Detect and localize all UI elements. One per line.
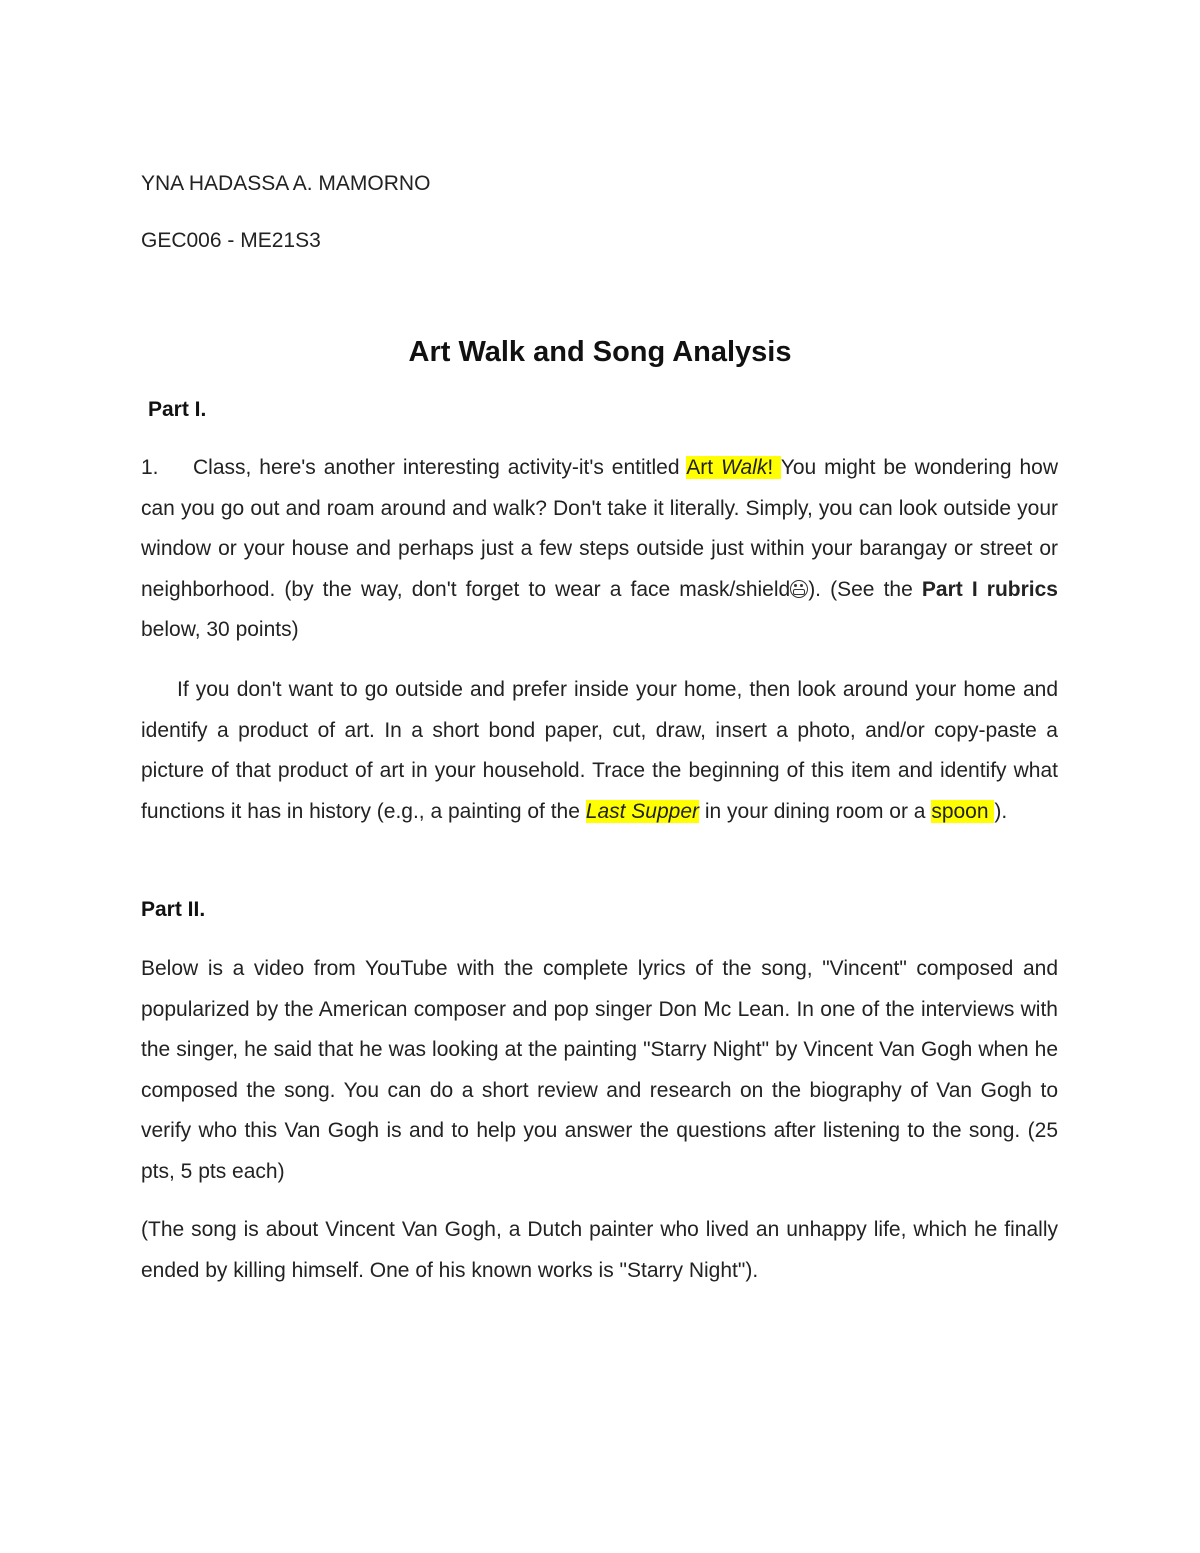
part-1-p2-text-c: ). — [994, 799, 1008, 823]
grimacing-face-icon — [790, 580, 808, 598]
student-name: YNA HADASSA A. MAMORNO — [141, 172, 431, 195]
highlight-exclamation: ! — [767, 456, 781, 479]
part-1-text-c: ). (See the — [808, 577, 922, 601]
highlight-last-supper: Last Supper — [585, 799, 700, 823]
highlight-spoon: spoon — [931, 799, 995, 823]
part-1-heading: Part I. — [148, 398, 207, 421]
part-2-heading: Part II. — [141, 898, 206, 921]
part-1-p2-text-a: If you don't want to go outside and prefer inside your home, then look around your home and identify a product of art. In a short bond paper, cut, draw, insert a photo, and/or copy-paste a picture of that product of art in your household. Trace the beginning of this item and identify what functions it has in history (e.g., a painting of the — [141, 678, 1058, 823]
highlight-art-walk — [686, 456, 780, 479]
course-code: GEC006 - ME21S3 — [141, 229, 321, 252]
highlight-walk-text: Walk — [721, 456, 768, 479]
part-1-text-b: You might be wondering how can you go out and roam around and walk? Don't take it literally. Simply, you can look outside your window or your house and perhaps just a few steps outside just within your barangay or street or neighborhood. (by the way, don't forget to wear a face mask/shield — [141, 456, 1058, 601]
part-1-text-a: Class, here's another interesting activity-it's entitled — [193, 456, 687, 479]
part-1-paragraph-1 — [141, 448, 1058, 651]
part-1-paragraph-2 — [141, 670, 1058, 832]
highlight-art-text: Art — [686, 456, 722, 479]
part-1-p2-text-b: in your dining room or a — [699, 799, 932, 823]
part-2-paragraph-2: (The song is about Vincent Van Gogh, a Dutch painter who lived an unhappy life, which he finally ended by killing himself. One of his known works is "Starry Night"). — [141, 1218, 1058, 1282]
part-1-text-d: below, 30 points) — [141, 618, 299, 641]
document-title: Art Walk and Song Analysis — [408, 336, 792, 368]
list-number: 1. — [141, 456, 159, 479]
part-2-paragraph-1: Below is a video from YouTube with the complete lyrics of the song, "Vincent" composed and popularized by the American composer and pop singer Don Mc Lean. In one of the interviews with the singer, he said that he was looking at the painting "Starry Night" by Vincent Van Gogh when he composed the song. You can do a short review and research on the biography of Van Gogh to verify who this Van Gogh is and to help you answer the questions after listening to the song. (25 pts, 5 pts each) — [141, 957, 1058, 1183]
rubrics-bold-text: Part I rubrics — [921, 577, 1058, 601]
